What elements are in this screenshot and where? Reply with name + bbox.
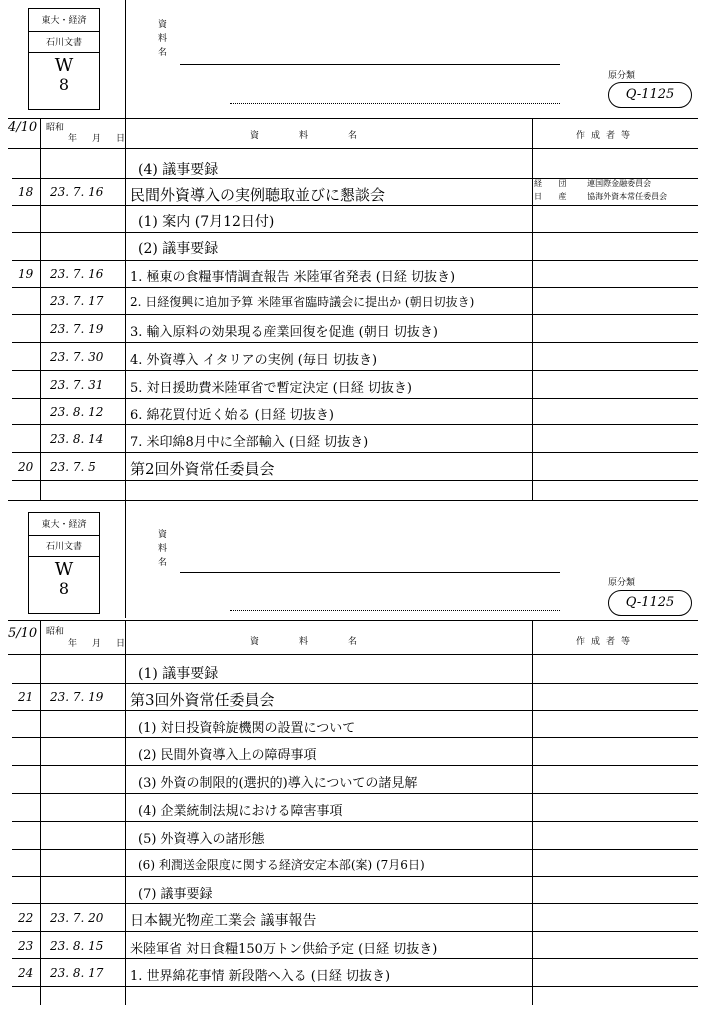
header-month: 月 [92,639,102,649]
archive-label-line2: 石川文書 [45,38,82,48]
row-text: 米陸軍省 対日食糧150万トン供給予定 (日経 切抜き) [130,942,438,957]
header-title: 資料名 [250,131,398,141]
row-num: 21 [18,690,34,704]
bunrui-code-stamp: Q-1125 [608,82,692,108]
row-text: (4) 議事要録 [138,162,219,178]
row-date: 23. 7. 16 [50,185,104,199]
row-text: 民間外資導入の実例聴取並びに懇談会 [130,186,386,204]
row-date: 23. 7. 19 [50,690,104,704]
row-text: 7. 米印綿8月中に全部輸入 (日経 切抜き) [130,435,369,450]
row-text: 2. 日経復興に追加予算 米陸軍省臨時議会に提出か (朝日切抜き) [130,295,475,309]
row-date: 23. 7. 5 [50,460,96,474]
row-num: 18 [18,185,34,199]
header-title: 資料名 [250,637,398,647]
archive-code-letter: W [54,55,74,76]
title-label: 資料名 [158,20,168,58]
archive-label-line1: 東大・経済 [41,520,87,530]
row-text: 第3回外資常任委員会 [130,691,275,709]
page-mark: 4/10 [8,120,38,135]
row-date: 23. 7. 16 [50,267,104,281]
header-year: 年 [68,134,78,144]
row-text: 1. 極東の食糧事情調査報告 米陸軍省発表 (日経 切抜き) [130,270,456,285]
row-text: 第2回外資常任委員会 [130,460,275,478]
row-text: (3) 外資の制限的(選択的)導入についての諸見解 [138,776,418,791]
archive-code-letter: W [54,559,74,580]
title-label: 資料名 [158,530,168,568]
bunrui-code-stamp: Q-1125 [608,590,692,616]
row-num: 23 [18,939,34,953]
row-num: 22 [18,911,34,925]
header-era: 昭和 [46,627,65,637]
row-text: 6. 綿花買付近く始る (日経 切抜き) [130,408,334,423]
archive-label-line1: 東大・経済 [41,16,87,26]
archive-label-box [28,512,100,614]
row-text: (5) 外資導入の諸形態 [138,832,265,847]
row-text: (4) 企業統制法規における障害事項 [138,804,343,819]
org-line-2: 日 産 協海外資本常任委員会 [534,192,668,201]
row-text: (2) 民間外資導入上の障碍事項 [138,748,317,763]
org-line-1: 経 団 連国際金融委員会 [534,179,652,188]
header-month: 月 [92,134,102,144]
header-era: 昭和 [46,123,65,133]
archive-label-box [28,8,100,110]
row-date: 23. 7. 17 [50,294,104,308]
row-date: 23. 8. 12 [50,405,104,419]
row-text: 1. 世界綿花事情 新段階へ入る (日経 切抜き) [130,969,391,984]
row-text: 3. 輸入原料の効果現る産業回復を促進 (朝日 切抜き) [130,325,438,340]
row-text: (1) 案内 (7月12日付) [138,214,275,230]
row-text: (7) 議事要録 [138,887,213,902]
page-mark: 5/10 [8,626,38,641]
header-author: 作成者等 [576,637,637,647]
row-text: (6) 利潤送金限度に関する経済安定本部(案) (7月6日) [138,858,425,872]
row-text: (1) 議事要録 [138,666,219,682]
archive-label-line2: 石川文書 [45,542,82,552]
row-text: 日本観光物産工業会 議事報告 [130,913,317,929]
row-text: 4. 外資導入 イタリアの実例 (毎日 切抜き) [130,353,378,368]
row-date: 23. 7. 20 [50,911,104,925]
header-day: 日 [116,134,126,144]
row-text: (1) 対日投資斡旋機関の設置について [138,721,356,736]
archive-code-number: 8 [58,579,70,598]
row-date: 23. 7. 19 [50,322,104,336]
row-date: 23. 7. 31 [50,378,104,392]
row-num: 19 [18,267,34,281]
row-date: 23. 8. 14 [50,432,104,446]
bunrui-label: 原分類 [608,71,636,81]
row-date: 23. 8. 15 [50,939,104,953]
header-author: 作成者等 [576,131,637,141]
row-num: 20 [18,460,34,474]
row-date: 23. 8. 17 [50,966,104,980]
row-text: (2) 議事要録 [138,241,219,257]
bunrui-label: 原分類 [608,578,636,588]
header-day: 日 [116,639,126,649]
archive-code-number: 8 [58,75,70,94]
row-date: 23. 7. 30 [50,350,104,364]
row-text: 5. 対日援助費米陸軍省で暫定決定 (日経 切抜き) [130,381,412,396]
row-num: 24 [18,966,34,980]
header-year: 年 [68,639,78,649]
